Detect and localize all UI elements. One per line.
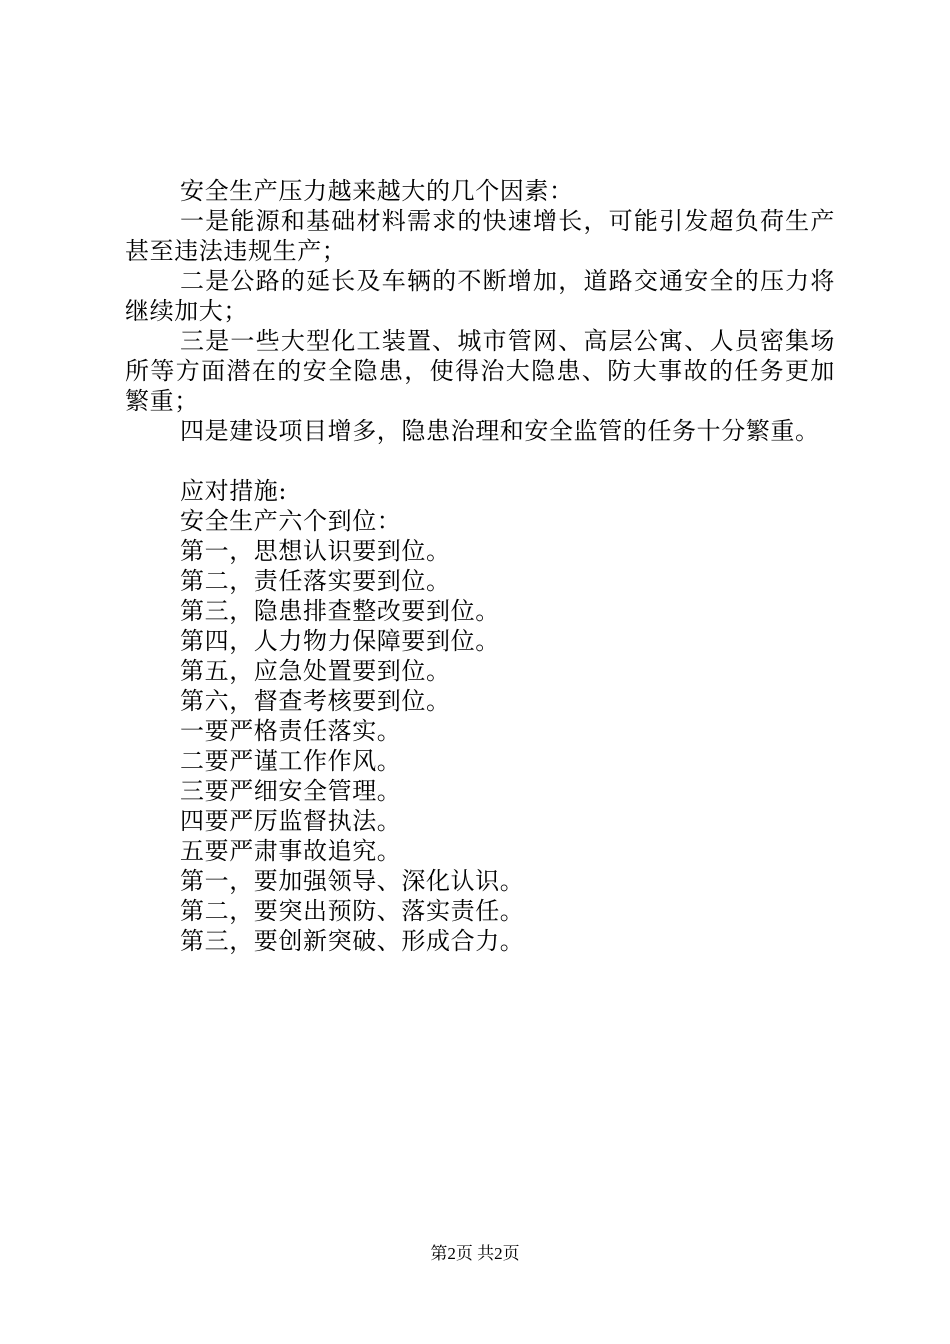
measure-item: 第五，应急处置要到位。 [180, 657, 451, 685]
measure-item: 第六，督查考核要到位。 [180, 687, 451, 715]
measures-heading: 应对措施: [180, 477, 288, 505]
measure-item: 第二，要突出预防、落实责任。 [180, 897, 525, 925]
measure-item: 五要严肃事故追究。 [180, 837, 402, 865]
measure-item: 四要严厉监督执法。 [180, 807, 402, 835]
measure-item: 第一，思想认识要到位。 [180, 537, 451, 565]
measure-item: 一要严格责任落实。 [180, 717, 402, 745]
factor-item: 四是建设项目增多，隐患治理和安全监管的任务十分繁重。 [180, 417, 820, 445]
measure-item: 第四，人力物力保障要到位。 [180, 627, 500, 655]
measure-item: 三要严细安全管理。 [180, 777, 402, 805]
measure-item: 二要严谨工作作风。 [180, 747, 402, 775]
measure-item: 第二，责任落实要到位。 [180, 567, 451, 595]
measure-item: 第三，隐患排查整改要到位。 [180, 597, 500, 625]
factor-item: 三是一些大型化工装置、城市管网、高层公寓、人员密集场所等方面潜在的安全隐患，使得治大隐患、防大事故的任务更加繁重； [125, 327, 835, 415]
factor-item: 一是能源和基础材料需求的快速增长，可能引发超负荷生产甚至违法违规生产； [125, 207, 835, 265]
factors-heading: 安全生产压力越来越大的几个因素： [180, 177, 574, 205]
measures-subheading: 安全生产六个到位： [180, 507, 402, 535]
measure-item: 第三，要创新突破、形成合力。 [180, 927, 525, 955]
paragraph-gap [125, 446, 835, 476]
factor-item: 二是公路的延长及车辆的不断增加，道路交通安全的压力将继续加大； [125, 267, 835, 325]
page-number-footer: 第2页 共2页 [430, 1244, 520, 1263]
measure-item: 第一，要加强领导、深化认识。 [180, 867, 525, 895]
document-body [125, 176, 835, 956]
